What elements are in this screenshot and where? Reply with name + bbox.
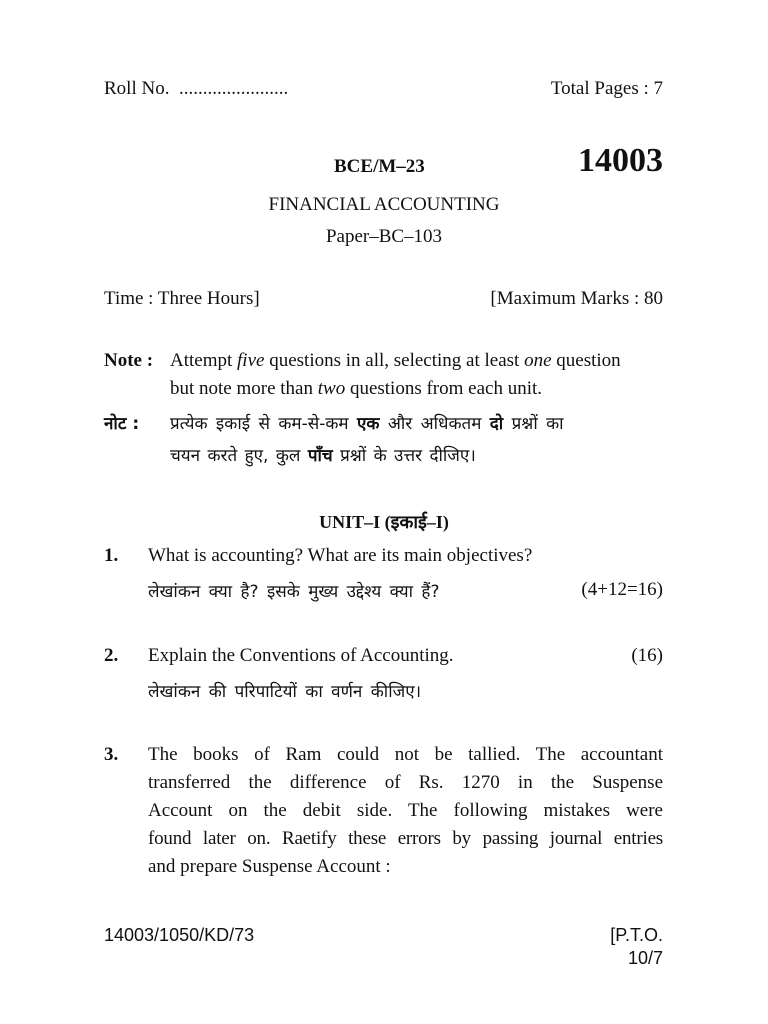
hindi-note-line-1: प्रत्येक इकाई से कम-से-कम एक और अधिकतम दो प्रश्नों का bbox=[170, 414, 564, 434]
note-label: Note : bbox=[104, 350, 154, 371]
question-1-english: What is accounting? What are its main objectives? bbox=[148, 545, 533, 566]
question-3-line-5: and prepare Suspense Account : bbox=[148, 856, 391, 877]
course-code: BCE/M–23 bbox=[334, 156, 425, 177]
question-3-line-2: transferred the difference of Rs. 1270 in the Suspense bbox=[148, 772, 663, 793]
time-marks-row bbox=[104, 288, 663, 310]
subject-title: FINANCIAL ACCOUNTING bbox=[268, 194, 500, 215]
question-1-marks: (4+12=16) bbox=[581, 579, 663, 600]
header-row bbox=[104, 78, 663, 100]
unit-heading: UNIT–I (इकाई–I) bbox=[319, 512, 449, 532]
paper-code: Paper–BC–103 bbox=[325, 226, 443, 247]
time-allowed: Time : Three Hours] bbox=[104, 288, 260, 309]
question-2-number: 2. bbox=[104, 645, 119, 666]
footer-code: 14003/1050/KD/73 bbox=[104, 925, 255, 945]
hindi-note-label: नोट : bbox=[104, 414, 140, 434]
question-3-line-3: Account on the debit side. The following mistakes were bbox=[148, 800, 663, 821]
question-3-number: 3. bbox=[104, 744, 119, 765]
question-1-hindi: लेखांकन क्या है? इसके मुख्य उद्देश्य क्या हैं? bbox=[148, 582, 440, 602]
note-line-2: but note more than two questions from each unit. bbox=[170, 378, 543, 399]
question-3-line-4: found later on. Raetify these errors by passing journal entries bbox=[148, 828, 663, 849]
pto-marker: [P.T.O. bbox=[610, 925, 663, 945]
maximum-marks: [Maximum Marks : 80 bbox=[490, 288, 663, 309]
question-3-line-1: The books of Ram could not be tallied. The accountant bbox=[148, 744, 663, 765]
total-pages: Total Pages : 7 bbox=[550, 78, 663, 99]
page-marker: 10/7 bbox=[627, 948, 663, 968]
note-line-1: Attempt five questions in all, selecting at least one question bbox=[170, 350, 621, 371]
paper-number: 14003 bbox=[578, 142, 663, 179]
question-2-hindi: लेखांकन की परिपाटियों का वर्णन कीजिए। bbox=[148, 682, 422, 702]
question-2-marks: (16) bbox=[631, 645, 663, 666]
roll-number: Roll No. ....................... bbox=[104, 78, 289, 99]
question-2-english: Explain the Conventions of Accounting. bbox=[148, 645, 454, 666]
hindi-note-line-2: चयन करते हुए, कुल पाँच प्रश्नों के उत्तर दीजिए। bbox=[170, 446, 476, 466]
question-1-number: 1. bbox=[104, 545, 119, 566]
